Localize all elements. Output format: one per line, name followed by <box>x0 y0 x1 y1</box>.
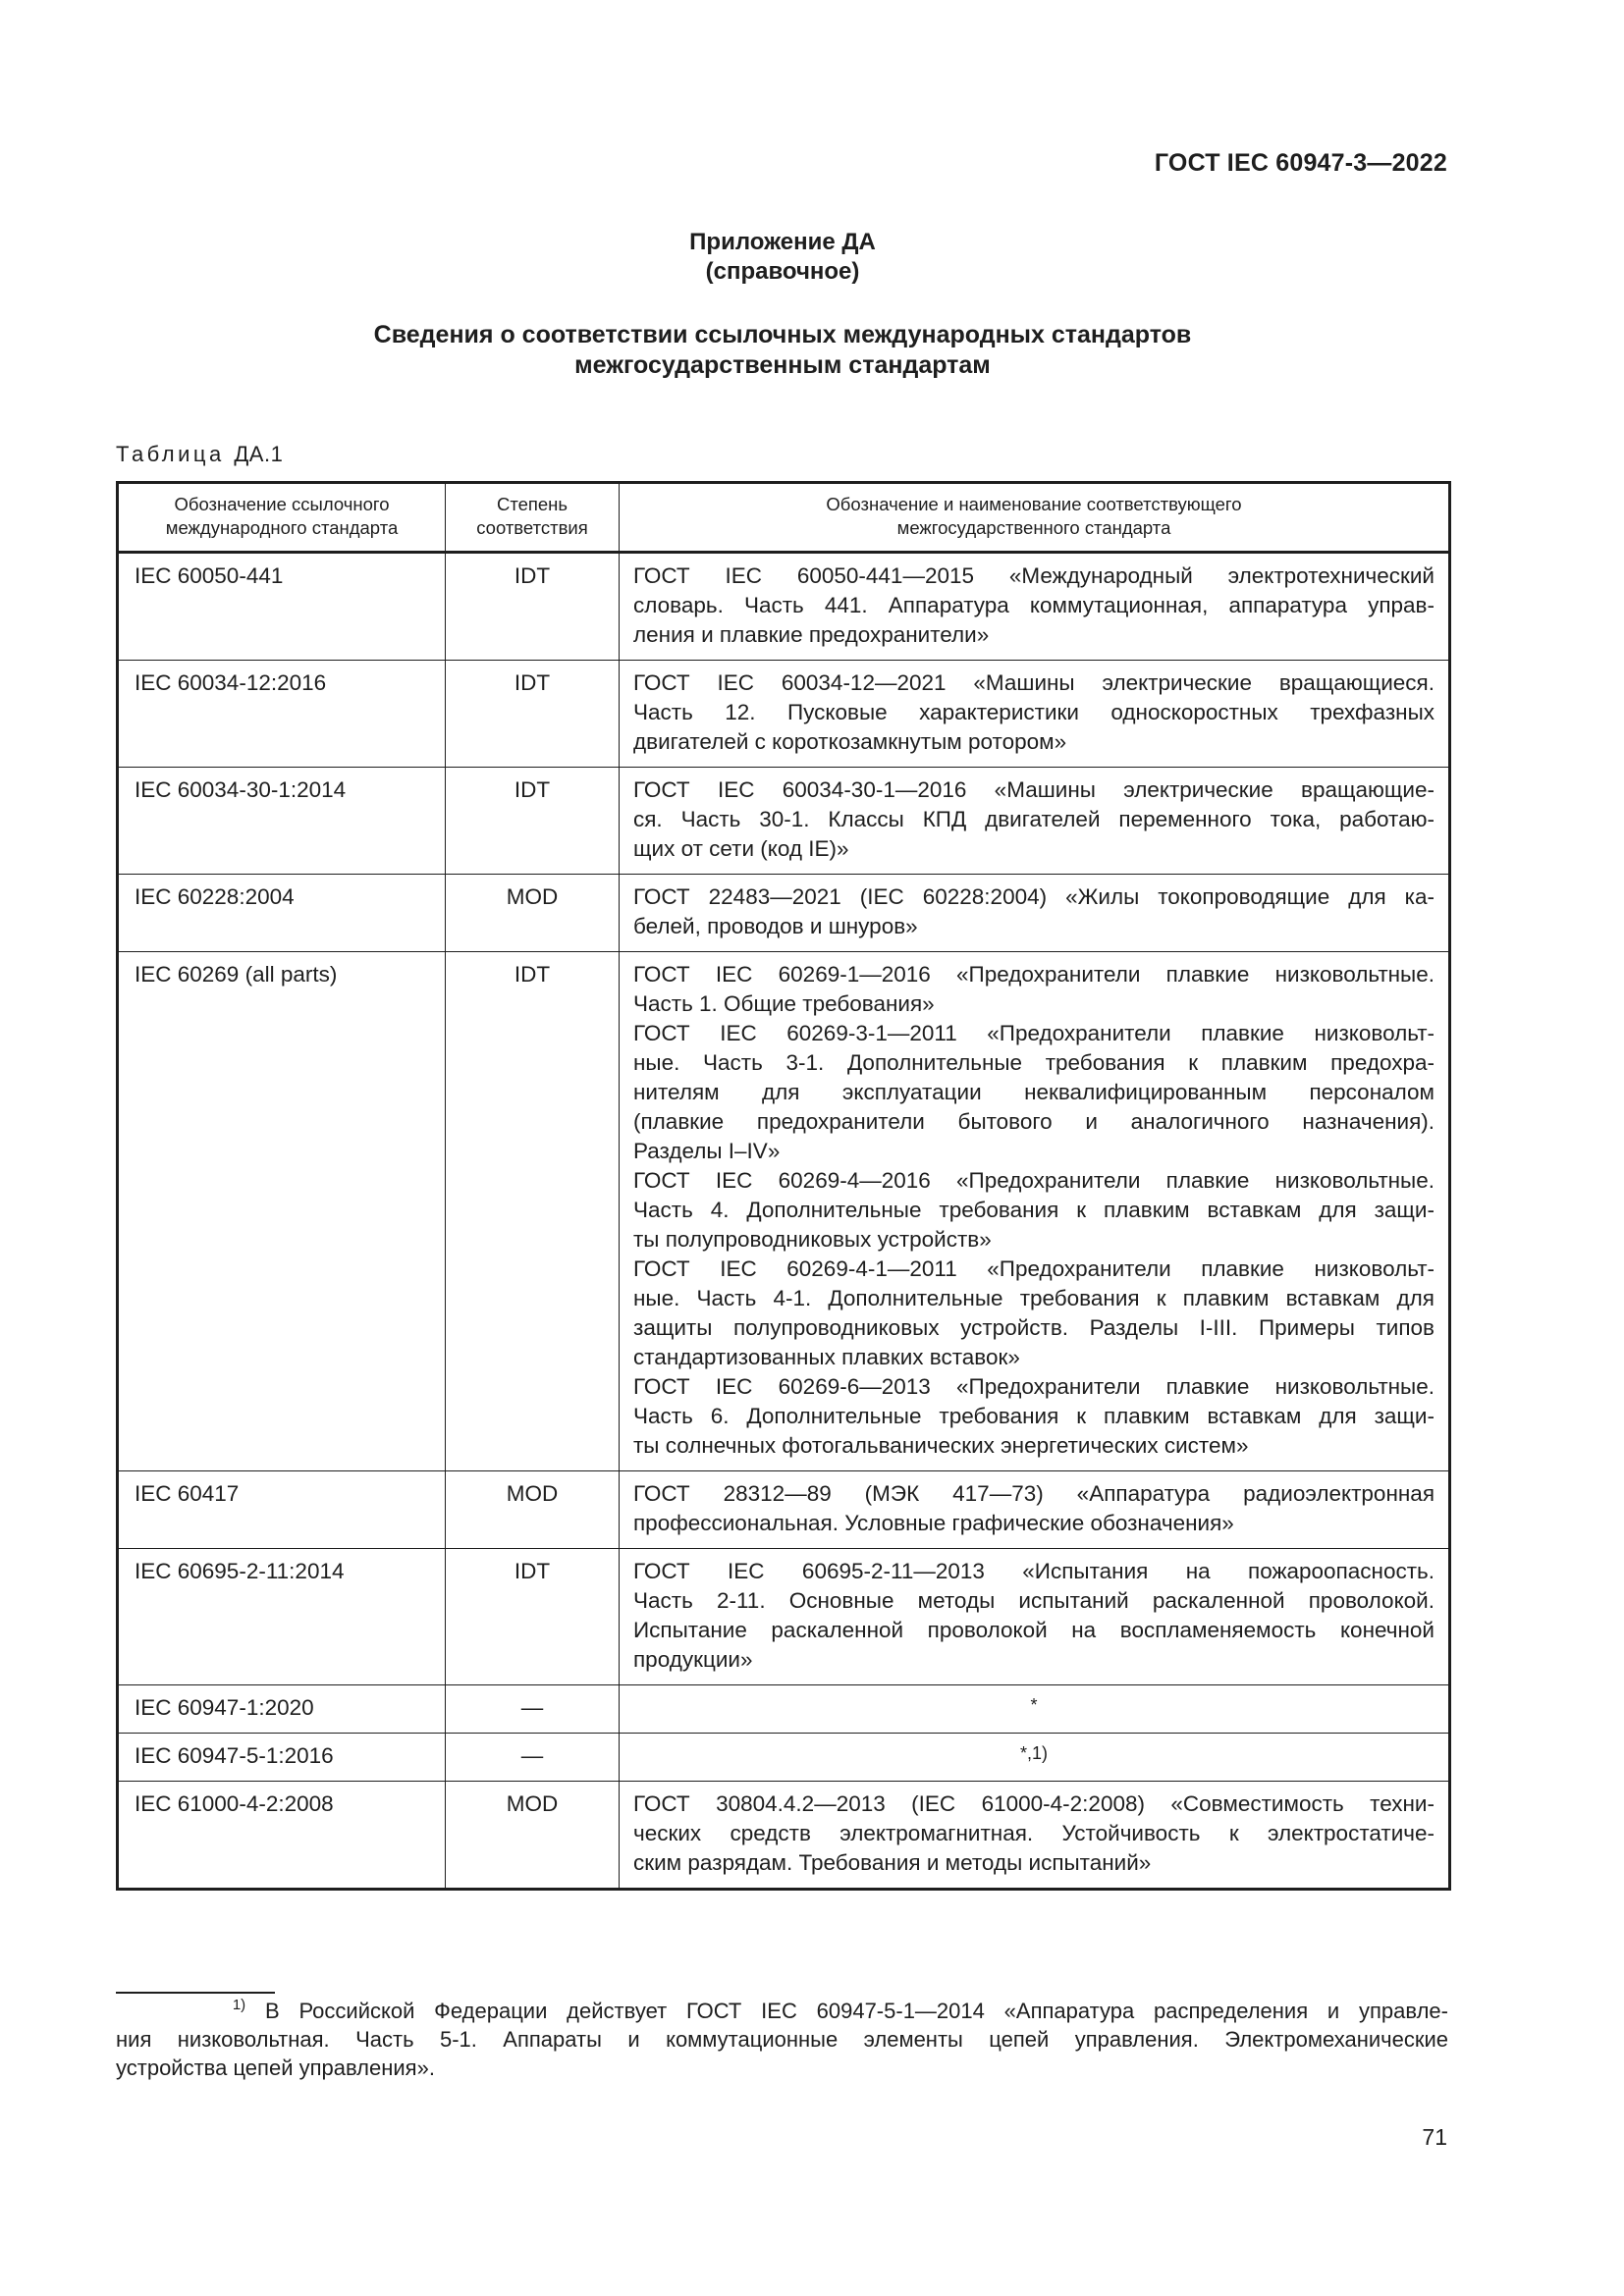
header-interstate-standard: Обозначение и наименование соответствующего межгосударственного стандарта <box>620 483 1450 553</box>
table-header-row <box>118 483 1450 553</box>
row-note: *,1) <box>620 1734 1450 1782</box>
table-row <box>118 875 1450 952</box>
row-degree: MOD <box>446 875 620 952</box>
annex-title: Приложение ДА <box>689 229 876 255</box>
row-note: * <box>620 1685 1450 1734</box>
row-description: ГОСТ 28312—89 (МЭК 417—73) «Аппаратура радиоэлектронная профессиональная. Условные графические обозначения» <box>620 1471 1450 1549</box>
annex-heading <box>0 228 1565 287</box>
row-degree: — <box>446 1685 620 1734</box>
row-description: ГОСТ 30804.4.2—2013 (IEC 61000-4-2:2008) «Совместимость техни- ческих средств электромагнитная. Устойчивость к электростатиче- ским разрядам. Требования и методы испытаний» <box>620 1782 1450 1890</box>
row-code: IEC 60034-12:2016 <box>118 661 446 768</box>
row-description: ГОСТ IEC 60269-1—2016 «Предохранители плавкие низковольтные. Часть 1. Общие требования» ГОСТ IEC 60269-3-1—2011 «Предохранители плавкие низковольт- ные. Часть 3-1. Дополнительные требования к плавким предохра- нителям для эксплуатации неквалифицированным персоналом (плавкие предохранители бытового и аналогичного назначения). Разделы I–IV» ГОСТ IEC 60269-4—2016 «Предохранители плавкие низковольтные. Часть 4. Дополнительные требования к плавким вставкам для защи- ты полупроводниковых устройств» ГОСТ IEC 60269-4-1—2011 «Предохранители плавкие низковольт- ные. Часть 4-1. Дополнительные требования к плавким вставкам для защиты полупроводниковых устройств. Разделы I-III. Примеры типов стандартизованных плавких вставок» ГОСТ IEC 60269-6—2013 «Предохранители плавкие низковольтные. Часть 6. Дополнительные требования к плавким вставкам для защи- ты солнечных фотогальванических энергетических систем» <box>620 952 1450 1471</box>
row-code: IEC 60695-2-11:2014 <box>118 1549 446 1685</box>
table-row <box>118 553 1450 661</box>
row-code: IEC 60228:2004 <box>118 875 446 952</box>
footnote-divider <box>116 1992 275 1994</box>
table-row <box>118 1471 1450 1549</box>
row-description: ГОСТ IEC 60050-441—2015 «Международный электротехнический словарь. Часть 441. Аппаратура коммутационная, аппаратура управ- ления и плавкие предохранители» <box>620 553 1450 661</box>
main-title-line-2: межгосударственным стандартам <box>574 351 991 379</box>
footnote-line-3: устройства цепей управления». <box>116 2056 435 2080</box>
row-degree: MOD <box>446 1782 620 1890</box>
row-degree: IDT <box>446 952 620 1471</box>
table-caption <box>116 442 283 467</box>
row-code: IEC 60269 (all parts) <box>118 952 446 1471</box>
table-row <box>118 1782 1450 1890</box>
row-code: IEC 60947-1:2020 <box>118 1685 446 1734</box>
row-degree: IDT <box>446 768 620 875</box>
standards-table <box>116 481 1451 1891</box>
main-title <box>0 320 1565 381</box>
row-code: IEC 60050-441 <box>118 553 446 661</box>
document-code: ГОСТ IEC 60947-3—2022 <box>1154 149 1447 177</box>
row-code: IEC 60034-30-1:2014 <box>118 768 446 875</box>
row-degree: MOD <box>446 1471 620 1549</box>
row-code: IEC 60417 <box>118 1471 446 1549</box>
table-row <box>118 768 1450 875</box>
table-row <box>118 1685 1450 1734</box>
row-description: ГОСТ IEC 60695-2-11—2013 «Испытания на пожароопасность. Часть 2-11. Основные методы испытаний раскаленной проволокой. Испытание раскаленной проволокой на воспламеняемость конечной продукции» <box>620 1549 1450 1685</box>
main-title-line-1: Сведения о соответствии ссылочных международных стандартов <box>373 321 1192 348</box>
row-code: IEC 61000-4-2:2008 <box>118 1782 446 1890</box>
table-caption-word: Таблица <box>116 442 225 466</box>
table-row <box>118 952 1450 1471</box>
row-degree: IDT <box>446 661 620 768</box>
annex-kind: (справочное) <box>705 258 860 285</box>
row-description: ГОСТ 22483—2021 (IEC 60228:2004) «Жилы токопроводящие для ка- белей, проводов и шнуров» <box>620 875 1450 952</box>
header-degree: Степень соответствия <box>446 483 620 553</box>
table-row <box>118 661 1450 768</box>
header-international-standard: Обозначение ссылочного международного стандарта <box>118 483 446 553</box>
row-description: ГОСТ IEC 60034-12—2021 «Машины электрические вращающиеся. Часть 12. Пусковые характеристики односкоростных трехфазных двигателей с короткозамкнутым ротором» <box>620 661 1450 768</box>
table-row <box>118 1549 1450 1685</box>
table-row <box>118 1734 1450 1782</box>
footnote-mark: 1) <box>232 1997 246 2013</box>
footnote-line-1: $^{1)}$ В Российской Федерации действует ГОСТ IEC 60947-5-1—2014 «Аппаратура распределения и управле- <box>232 1997 1448 2023</box>
footnote-line-2: ния низковольтная. Часть 5-1. Аппараты и коммутационные элементы цепей управления. Электромеханические <box>116 2027 1448 2052</box>
row-degree: — <box>446 1734 620 1782</box>
row-degree: IDT <box>446 1549 620 1685</box>
row-degree: IDT <box>446 553 620 661</box>
row-code: IEC 60947-5-1:2016 <box>118 1734 446 1782</box>
row-description: ГОСТ IEC 60034-30-1—2016 «Машины электрические вращающие- ся. Часть 30-1. Классы КПД двигателей переменного тока, работаю- щих от сети (код IE)» <box>620 768 1450 875</box>
table-caption-number: ДА.1 <box>234 442 284 466</box>
footnote <box>116 1997 1448 2082</box>
page-number: 71 <box>1422 2124 1447 2150</box>
